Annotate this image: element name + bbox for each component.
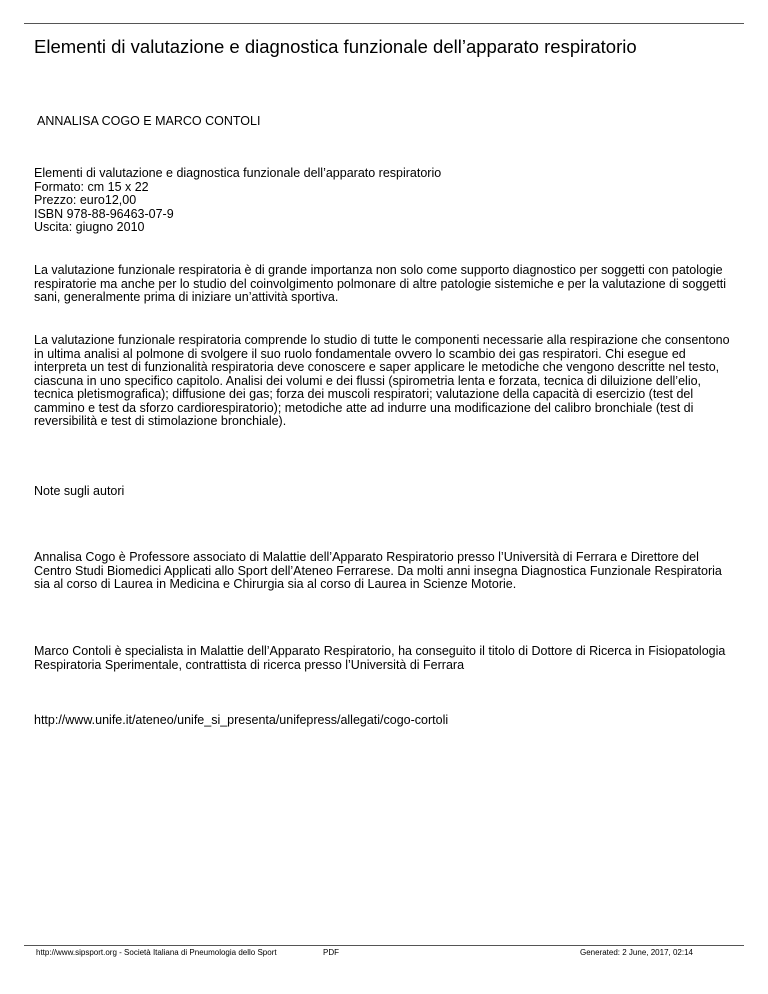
page-title: Elementi di valutazione e diagnostica funzionale dell’apparato respiratorio bbox=[34, 36, 637, 57]
book-format: Formato: cm 15 x 22 bbox=[34, 179, 149, 194]
footer-divider bbox=[24, 945, 744, 946]
description-paragraph-text: La valutazione funzionale respiratoria comprende lo studio di tutte le componenti necessarie alla respirazione che consentono in ultima analisi al polmone di svolgere il suo ruolo fondamentale ovvero lo scambio dei gas respiratori. Chi esegue ed interpreta un test di funzionalità respiratoria deve conoscere e saper applicare le metodiche che vengono descritte nel testo, ciascuna in uno specifico capitolo. Analisi dei volumi e dei flussi (spirometria lenta e forzata, tecnica di diluizione dell’elio, tecnica pletismografica); diffusione dei gas; forza dei muscoli respiratori; valutazione della capacità di esercizio (test del cammino e test da sforzo cardiorespiratorio); metodiche atte ad indurre una modificazione del calibro bronchiale (test di reversibilità e test di stimolazione bronchiale). bbox=[34, 333, 730, 428]
book-release-date: Uscita: giugno 2010 bbox=[34, 220, 145, 234]
intro-paragraph-text: La valutazione funzionale respiratoria è di grande importanza non solo come supporto diagnostico per soggetti con patologie respiratorie ma anche per lo studio del coinvolgimento polmonare di altre patologie sistemiche e per la valutazione di soggetti sani, generalmente prima di iniziare un’attività sportiva. bbox=[34, 263, 727, 304]
book-isbn: ISBN 978-88-96463-07-9 bbox=[34, 206, 174, 221]
book-price: Prezzo: euro12,00 bbox=[34, 193, 137, 207]
bio-cogo-text: Annalisa Cogo è Professore associato di Malattie dell’Apparato Respiratorio presso l’Università di Ferrara e Direttore del Centro Studi Biomedici Applicati allo Sport dell’Ateneo Ferrarese. Da molti anni insegna Diagnostica Funzionale Respiratoria sia al corso di Laurea in Medicina e Chirurgia sia al corso di Laurea in Scienze Motorie. bbox=[34, 550, 722, 591]
description-paragraph bbox=[34, 334, 738, 429]
authors-line: ANNALISA COGO E MARCO CONTOLI bbox=[37, 114, 261, 128]
authors-notes-heading: Note sugli autori bbox=[34, 484, 125, 498]
top-divider bbox=[24, 23, 744, 24]
source-link[interactable]: http://www.unife.it/ateneo/unife_si_presenta/unifepress/allegati/cogo-cortoli bbox=[34, 713, 449, 727]
book-title-line: Elementi di valutazione e diagnostica funzionale dell’apparato respiratorio bbox=[34, 166, 442, 180]
bio-contoli bbox=[34, 645, 738, 672]
book-details bbox=[34, 167, 738, 235]
footer-format: PDF bbox=[323, 948, 339, 957]
intro-paragraph bbox=[34, 264, 738, 305]
footer-source: http://www.sipsport.org - Società Italiana di Pneumologia dello Sport bbox=[36, 948, 277, 957]
bio-cogo bbox=[34, 551, 738, 592]
bio-contoli-text: Marco Contoli è specialista in Malattie dell’Apparato Respiratorio, ha conseguito il titolo di Dottore di Ricerca in Fisiopatologia Respiratoria Sperimentale, contrattista di ricerca presso l’Università di Ferrara bbox=[34, 644, 726, 672]
footer-generated: Generated: 2 June, 2017, 02:14 bbox=[580, 948, 693, 957]
